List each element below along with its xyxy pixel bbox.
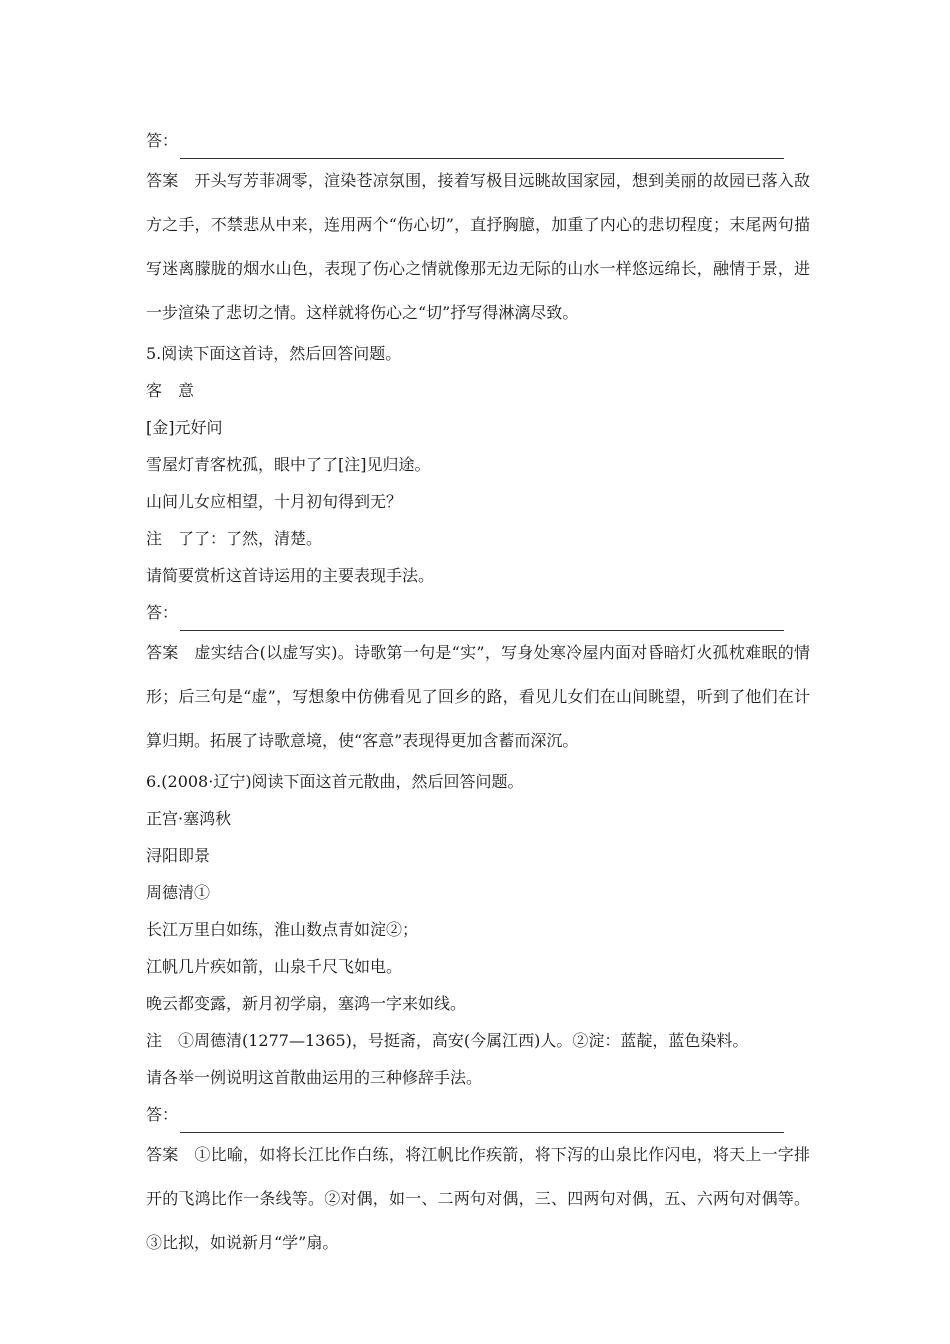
poem-note: 注 了了：了然，清楚。 [146,529,323,548]
poem-author: [金]元好问 [146,418,223,437]
answer-paragraph [146,1133,810,1265]
qu-line: 晚云都变露，新月初学扇，塞鸿一字来如线。 [146,994,467,1013]
qu-author: 周德清① [146,883,211,902]
answer-blank[interactable] [180,134,784,159]
answer-blank[interactable] [180,1108,784,1133]
qu-line: 江帆几片疾如箭，山泉千尺飞如电。 [146,957,403,976]
answer-prompt: 答： [146,603,179,622]
answer-text: ①比喻，如将长江比作白练，将江帆比作疾箭，将下泻的山泉比作闪电，将天上一字排开的飞鸿比作一条线等。②对偶，如一、二两句对偶，三、四两句对偶，五、六两句对偶等。③比拟，如说新月“学”扇。 [146,1145,810,1252]
document-content [146,122,810,1265]
poem-line: 山间儿女应相望，十月初旬得到无？ [146,492,403,511]
qu-subtitle: 浔阳即景 [146,846,211,865]
answer-tag: 答案 [146,643,179,662]
answer-text: 虚实结合(以虚写实)。诗歌第一句是“实”，写身处寒冷屋内面对昏暗灯火孤枕难眠的情形；后三句是“虚”，写想象中仿佛看见了回乡的路，看见儿女们在山间眺望，听到了他们在计算归期。拓展了诗歌意境，使“客意”表现得更加含蓄而深沉。 [146,643,810,750]
answer-prompt: 答： [146,1105,179,1124]
question-6-heading: 6.(2008·辽宁)阅读下面这首元散曲，然后回答问题。 [146,772,524,791]
poem-title: 客 意 [146,381,195,400]
answer-blank[interactable] [180,606,784,631]
poem-line: 雪屋灯青客枕孤，眼中了了[注]见归途。 [146,455,431,474]
answer-text: 开头写芳菲凋零，渲染苍凉氛围，接着写极目远眺故国家园，想到美丽的故园已落入敌方之手，不禁悲从中来，连用两个“伤心切”，直抒胸臆，加重了内心的悲切程度；末尾两句描写迷离朦胧的烟水山色，表现了伤心之情就像那无边无际的山水一样悠远绵长，融情于景，进一步渲染了悲切之情。这样就将伤心之“切”抒写得淋漓尽致。 [146,171,810,322]
answer-tag: 答案 [146,1145,179,1164]
qu-line: 长江万里白如练，淮山数点青如淀②； [146,920,419,939]
qu-title: 正宫·塞鸿秋 [146,809,232,828]
answer-paragraph [146,159,810,335]
question-text: 请各举一例说明这首散曲运用的三种修辞手法。 [146,1068,483,1087]
qu-note: 注 ①周德清(1277—1365)，号挺斋，高安(今属江西)人。②淀：蓝靛，蓝色染料。 [146,1031,749,1050]
answer-blank-line [146,594,810,631]
answer-paragraph [146,631,810,763]
question-5-heading: 5.阅读下面这首诗，然后回答问题。 [146,344,402,363]
question-text: 请简要赏析这首诗运用的主要表现手法。 [146,566,435,585]
answer-blank-line [146,122,810,159]
answer-tag: 答案 [146,171,179,190]
answer-blank-line [146,1096,810,1133]
answer-prompt: 答： [146,131,179,150]
